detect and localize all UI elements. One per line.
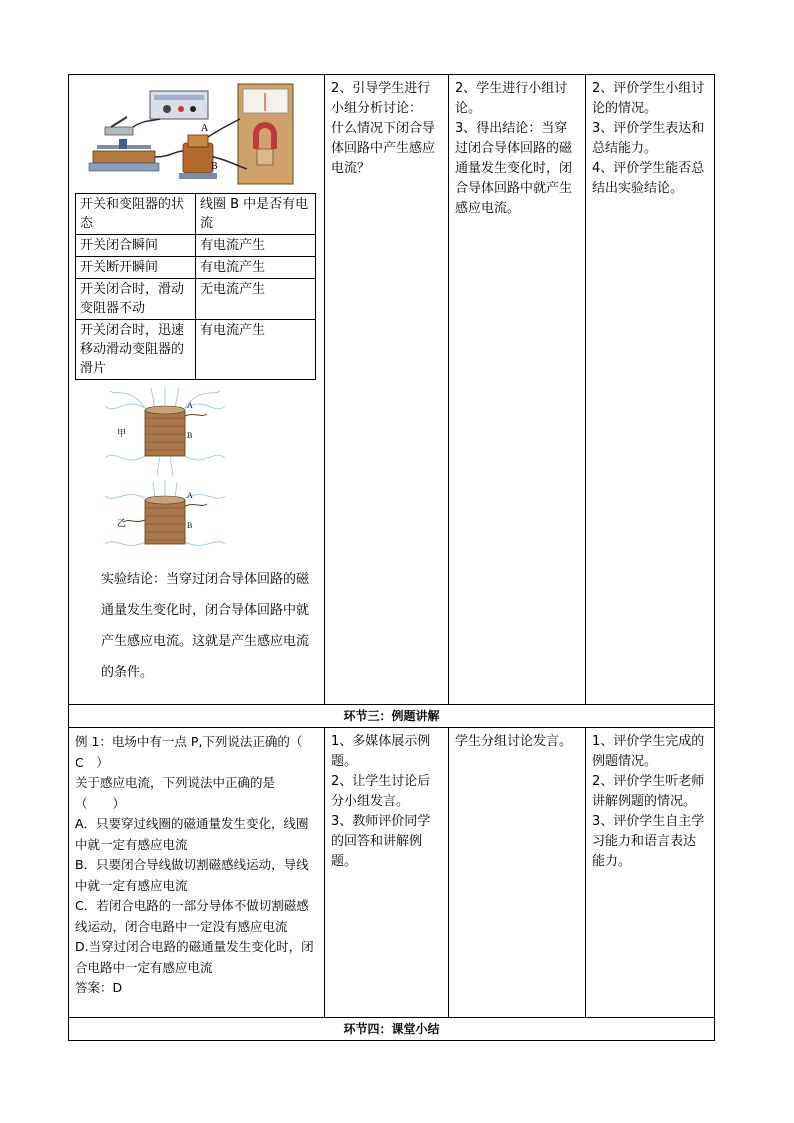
- teacher-activity-text: 什么情况下闭合导体回路中产生感应电流？: [331, 121, 436, 176]
- example-line: D.当穿过闭合电路的磁通量发生变化时，闭合电路中一定有感应电流: [75, 939, 314, 975]
- result-current: 有电流产生: [196, 235, 316, 257]
- teacher-activity-cell: [325, 75, 449, 705]
- example-answer: 答案：D: [75, 980, 123, 995]
- evaluation-text: 1、评价学生完成的例题情况。: [592, 734, 705, 769]
- student-activity-cell: [449, 728, 586, 1018]
- section-three-title: 环节三：例题讲解: [69, 705, 715, 728]
- student-activity-text: 学生分组讨论发言。: [455, 734, 573, 749]
- table-row: [76, 279, 316, 320]
- table-row: [76, 235, 316, 257]
- coil-figure-jia: [75, 386, 275, 478]
- section-four-title: 环节四：课堂小结: [69, 1018, 715, 1041]
- table-row: [76, 257, 316, 279]
- teacher-activity-text: 2、引导学生进行小组分析讨论：: [331, 81, 431, 116]
- apparatus-label-b: B: [211, 161, 218, 172]
- evaluation-cell: [586, 75, 715, 705]
- result-current: 无电流产生: [196, 279, 316, 320]
- student-activity-text: 3、得出结论：当穿过闭合导体回路的磁通量发生变化时，闭合导体回路中就产生感应电流。: [455, 121, 573, 216]
- evaluation-text: 4、评价学生能否总结出实验结论。: [592, 161, 705, 196]
- experiment-cell: [69, 75, 325, 705]
- evaluation-text: 3、评价学生表达和总结能力。: [592, 121, 705, 156]
- table-row: [76, 320, 316, 380]
- result-state: 开关闭合时，迅速移动滑动变阻器的滑片: [76, 320, 196, 380]
- result-table: [75, 193, 316, 380]
- coil-label-yi: 乙: [117, 519, 127, 529]
- example-line: 例 1：电场中有一点 P,下列说法正确的（ C ）: [75, 734, 315, 770]
- example-cell: [69, 728, 325, 1018]
- coil-label-b: B: [187, 431, 193, 440]
- result-header-state: 开关和变阻器的状态: [76, 194, 196, 235]
- evaluation-text: 2、评价学生小组讨论的情况。: [592, 81, 705, 116]
- coil-figure-yi: [75, 480, 275, 558]
- coil-label-b: B: [187, 521, 193, 530]
- evaluation-text: 2、评价学生听老师讲解例题的情况。: [592, 774, 705, 809]
- result-current: 有电流产生: [196, 257, 316, 279]
- example-line: 关于感应电流，下列说法中正确的是（ ）: [75, 775, 276, 811]
- evaluation-text: 3、评价学生自主学习能力和语言表达能力。: [592, 814, 705, 869]
- result-current: 有电流产生: [196, 320, 316, 380]
- apparatus-label-a: A: [201, 123, 209, 134]
- result-state: 开关闭合瞬间: [76, 235, 196, 257]
- coil-label-jia: 甲: [117, 429, 127, 439]
- section-header-row: [69, 1018, 715, 1041]
- student-activity-text: 2、学生进行小组讨论。: [455, 81, 568, 116]
- example-line: B．只要闭合导线做切割磁感线运动，导线中就一定有感应电流: [75, 857, 309, 893]
- coil-label-a: A: [187, 491, 193, 500]
- section-header-row: [69, 705, 715, 728]
- teacher-activity-cell: [325, 728, 449, 1018]
- example-line: C．若闭合电路的一部分导体不做切割磁感线运动，闭合电路中一定没有感应电流: [75, 898, 309, 934]
- coil-label-a: A: [187, 401, 193, 410]
- apparatus-figure: [75, 79, 295, 189]
- example-row: [69, 728, 715, 1018]
- result-table-header: [76, 194, 316, 235]
- student-activity-cell: [449, 75, 586, 705]
- evaluation-cell: [586, 728, 715, 1018]
- example-line: A．只要穿过线圈的磁通量发生变化，线圈中就一定有感应电流: [75, 816, 309, 852]
- teacher-activity-text: 1、多媒体展示例题。: [331, 734, 431, 769]
- result-state: 开关闭合时，滑动变阻器不动: [76, 279, 196, 320]
- result-header-current: 线圈 B 中是否有电流: [196, 194, 316, 235]
- result-state: 开关断开瞬间: [76, 257, 196, 279]
- teacher-activity-text: 2、让学生讨论后分小组发言。: [331, 774, 431, 809]
- lesson-plan-table: [68, 74, 715, 1041]
- experiment-row: [69, 75, 715, 705]
- experiment-conclusion: 实验结论：当穿过闭合导体回路的磁通量发生变化时，闭合导体回路中就产生感应电流。这就是产生感应电流的条件。: [101, 572, 310, 680]
- teacher-activity-text: 3、教师评价同学的回答和讲解例题。: [331, 814, 431, 869]
